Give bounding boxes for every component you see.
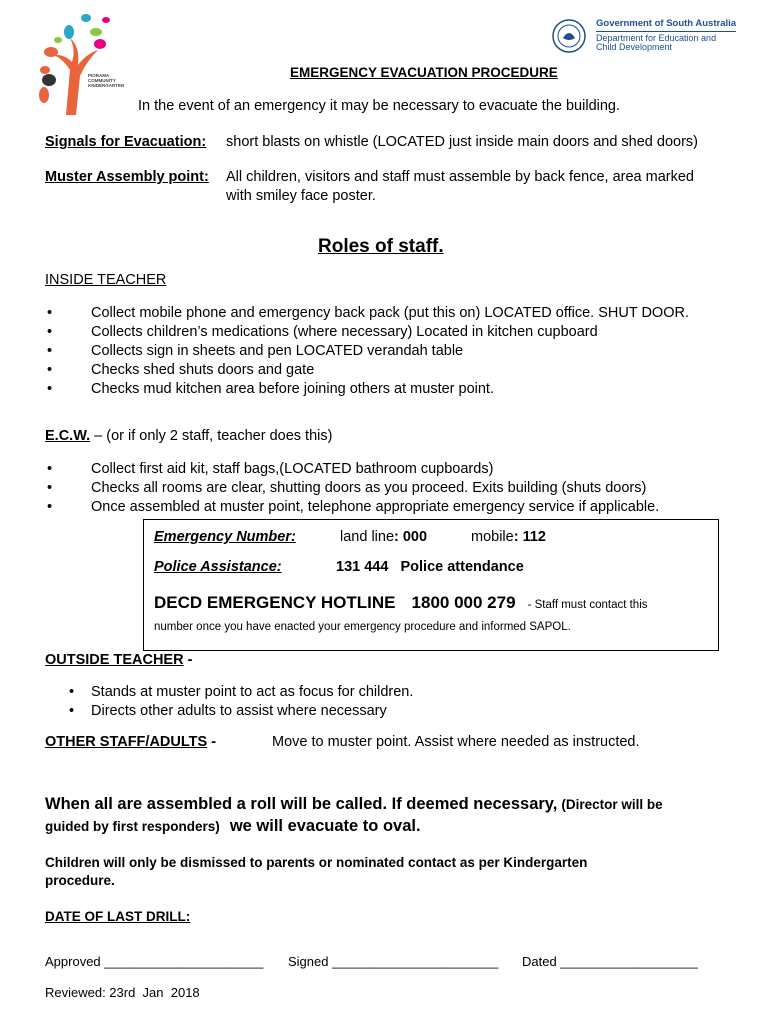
roles-heading: Roles of staff. <box>318 236 444 257</box>
tree-logo-icon <box>36 10 136 120</box>
hotline-label: DECD EMERGENCY HOTLINE <box>154 593 396 612</box>
signals-text: short blasts on whistle (LOCATED just inside main doors and shed doors) <box>226 134 699 150</box>
ecw-heading-row <box>45 428 332 444</box>
list-item: • Checks all rooms are clear, shutting doors as you proceed. Exits building (shuts doors) <box>47 480 647 496</box>
emergency-number-label: Emergency Number: <box>154 529 296 545</box>
list-item: • Collects sign in sheets and pen LOCATED verandah table <box>47 343 464 359</box>
hotline-number: 1800 000 279 <box>411 593 516 612</box>
kindergarten-name: PIORAMA COMMUNITY KINDERGARTEN <box>88 73 125 88</box>
list-item: • Checks mud kitchen area before joining others at muster point. <box>47 381 494 397</box>
mobile: mobile: 112 <box>471 529 546 545</box>
other-staff-text: Move to muster point. Assist where needed as instructed. <box>272 734 640 750</box>
inside-teacher-list <box>47 304 689 399</box>
list-item: • Collect first aid kit, staff bags,(LOCATED bathroom cupboards) <box>47 461 494 477</box>
last-drill-heading: DATE OF LAST DRILL: <box>45 909 191 924</box>
approved-field: Approved ______________________ <box>45 954 264 969</box>
ecw-note: – (or if only 2 staff, teacher does this) <box>90 428 333 444</box>
muster-text-2: with smiley face poster. <box>226 188 376 204</box>
police-label: Police Assistance: <box>154 559 282 575</box>
hotline-note-2: number once you have enacted your emergency procedure and informed SAPOL. <box>154 621 571 633</box>
other-staff-heading: OTHER STAFF/ADULTS <box>45 734 208 750</box>
reviewed-date: Reviewed: 23rd Jan 2018 <box>45 985 200 1000</box>
muster-label: Muster Assembly point: <box>45 169 209 185</box>
list-item: • Collects children’s medications (where necessary) Located in kitchen cupboard <box>47 324 598 340</box>
hotline-note-1: - Staff must contact this <box>527 599 648 611</box>
intro-text: In the event of an emergency it may be necessary to evacuate the building. <box>138 98 621 114</box>
outside-teacher-list <box>69 683 414 721</box>
dept-line-1: Department for Education and <box>596 33 717 43</box>
inside-teacher-heading: INSIDE TEACHER <box>45 272 167 288</box>
ecw-list <box>47 460 660 517</box>
roll-call-line-1: When all are assembled a roll will be called. If deemed necessary, (Director will be <box>45 795 663 813</box>
list-item: • Directs other adults to assist where necessary <box>69 703 387 719</box>
list-item: • Collect mobile phone and emergency back pack (put this on) LOCATED office. SHUT DOOR. <box>47 305 689 321</box>
landline: land line: 000 <box>340 529 428 545</box>
roll-call-line-2: guided by first responders) we will evacuate to oval. <box>45 817 421 835</box>
dated-field: Dated ___________________ <box>522 954 698 969</box>
hotline-row <box>154 593 648 613</box>
list-item: • Checks shed shuts doors and gate <box>47 362 315 378</box>
ecw-heading: E.C.W. <box>45 428 91 444</box>
gov-sa-text <box>596 18 736 52</box>
outside-teacher-heading: OUTSIDE TEACHER <box>45 652 184 668</box>
dept-line-2: Child Development <box>596 42 673 52</box>
muster-text-1: All children, visitors and staff must assemble by back fence, area marked <box>226 169 694 185</box>
document-title: EMERGENCY EVACUATION PROCEDURE <box>290 65 558 80</box>
dismissal-line-1: Children will only be dismissed to parents or nominated contact as per Kindergarten <box>45 855 588 870</box>
gov-sa-logo <box>551 18 591 56</box>
dismissal-line-2: procedure. <box>45 873 115 888</box>
crest-icon <box>551 18 587 54</box>
list-item: • Stands at muster point to act as focus for children. <box>69 684 414 700</box>
list-item: • Once assembled at muster point, telephone appropriate emergency service if applicable. <box>47 499 660 515</box>
outside-teacher-row: OUTSIDE TEACHER - <box>45 652 193 668</box>
gov-name: Government of South Australia <box>596 18 737 29</box>
signals-label: Signals for Evacuation: <box>45 134 207 150</box>
signed-field: Signed _______________________ <box>288 954 499 969</box>
other-staff-row: OTHER STAFF/ADULTS - <box>45 734 217 750</box>
police-value: 131 444 Police attendance <box>336 559 524 575</box>
kindergarten-logo <box>36 10 136 120</box>
